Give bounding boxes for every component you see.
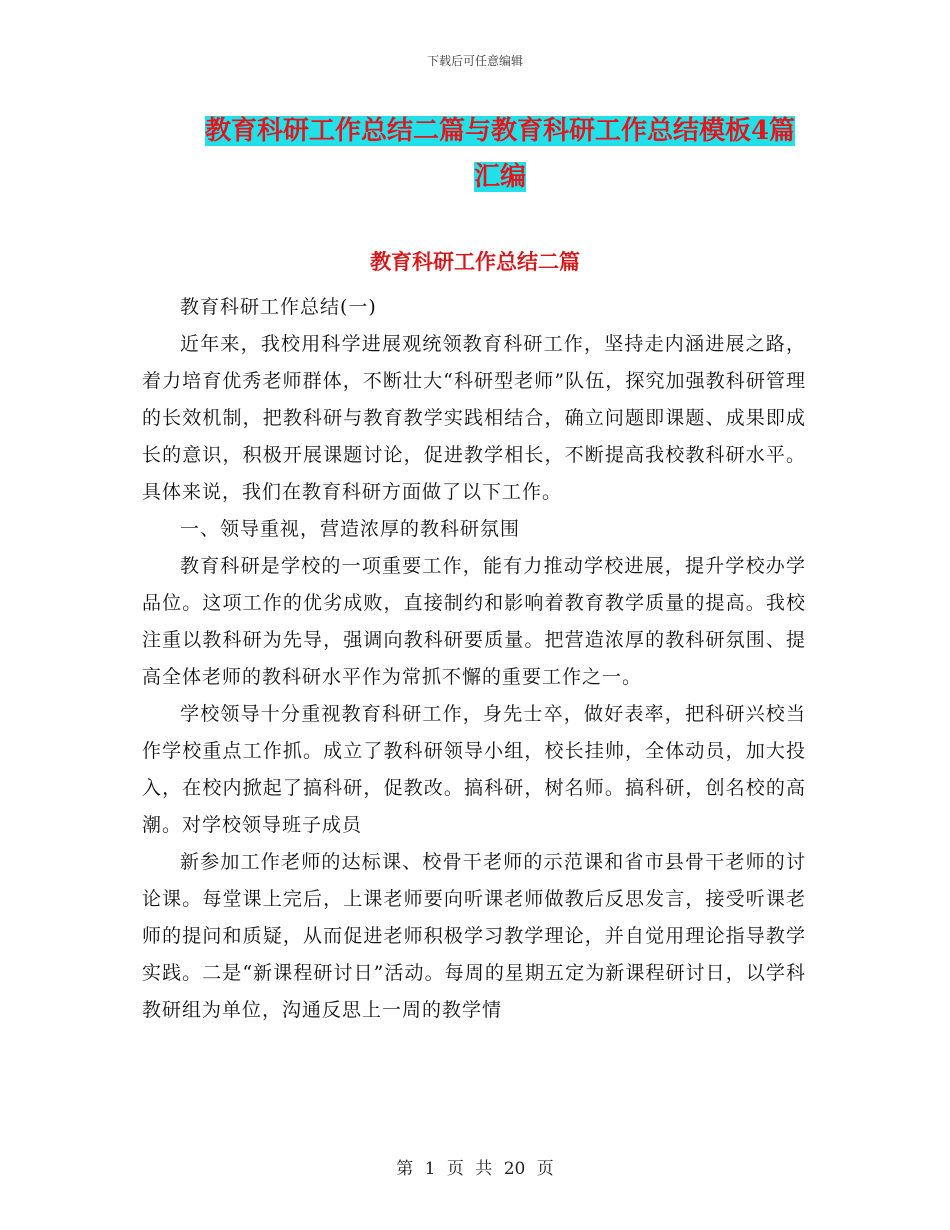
body-paragraph: 新参加工作老师的达标课、校骨干老师的示范课和省市县骨干老师的讨论课。每堂课上完后，上课老师要向听课老师做教后反思发言，接受听课老师的提问和质疑，从而促进老师积极学习教学理论，并自觉用理论指导教学实践。二是“新课程研讨日”活动。每周的星期五定为新课程研讨日，以学科教研组为单位，沟通反思上一周的教学情 — [142, 851, 806, 1021]
subsection-heading: 教育科研工作总结(一) — [180, 296, 377, 318]
page-number: 第 1 页 共 20 页 — [396, 1159, 554, 1179]
subsection-heading: 一、领导重视，营造浓厚的教科研氛围 — [180, 518, 521, 540]
body-paragraph: 教育科研是学校的一项重要工作，能有力推动学校进展，提升学校办学品位。这项工作的优劣成败，直接制约和影响着教育教学质量的提高。我校注重以教科研为先导，强调向教科研要质量。把营造浓厚的教科研氛围、提高全体老师的教科研水平作为常抓不懈的重要工作之一。 — [142, 555, 806, 688]
document-title-line-2: 汇编 — [473, 162, 526, 192]
document-title — [190, 108, 810, 200]
body-paragraph: 近年来，我校用科学进展观统领教育科研工作，坚持走内涵进展之路，着力培育优秀老师群体，不断壮大“科研型老师”队伍，探究加强教科研管理的长效机制，把教科研与教育教学实践相结合，确立问题即课题、成果即成长的意识，积极开展课题讨论，促进教学相长，不断提高我校教科研水平。具体来说，我们在教育科研方面做了以下工作。 — [142, 333, 806, 503]
section-title: 教育科研工作总结二篇 — [370, 249, 580, 274]
page-header-note: 下载后可任意编辑 — [426, 54, 523, 68]
document-title-line-1: 教育科研工作总结二篇与教育科研工作总结模板4篇 — [204, 116, 796, 146]
document-body — [142, 289, 806, 1029]
body-paragraph: 学校领导十分重视教育科研工作，身先士卒，做好表率，把科研兴校当作学校重点工作抓。成立了教科研领导小组，校长挂帅，全体动员，加大投入，在校内掀起了搞科研，促教改。搞科研，树名师。搞科研，创名校的高潮。对学校领导班子成员 — [142, 703, 806, 836]
